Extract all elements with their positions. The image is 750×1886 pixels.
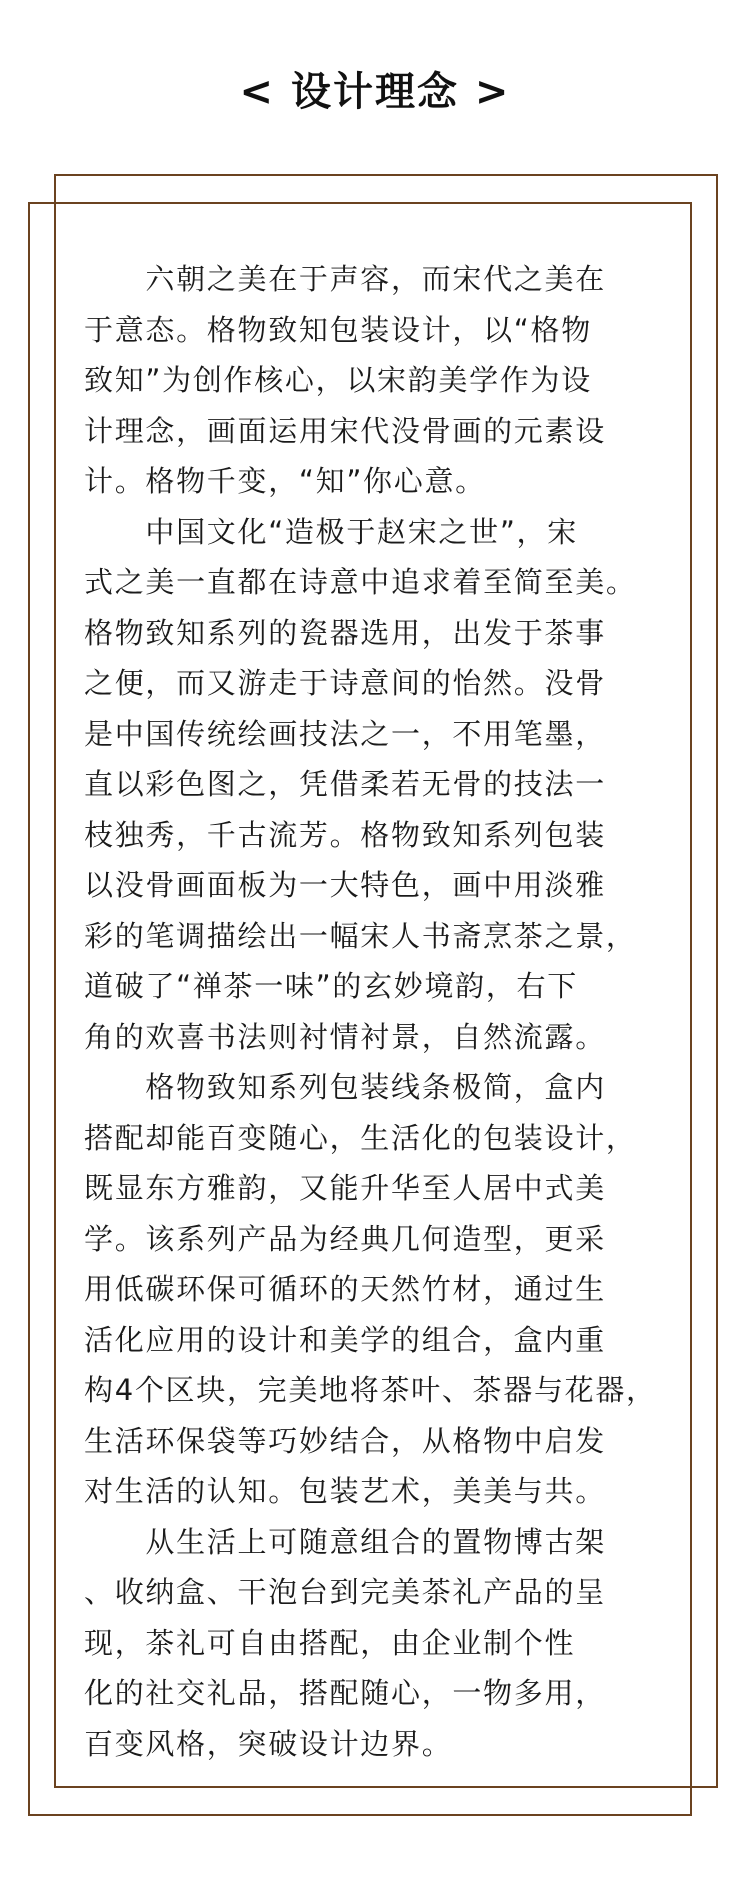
text-line: 六朝之美在于声容，而宋代之美在 bbox=[84, 262, 606, 296]
text-line: 中国文化“造极于赵宋之世”，宋 bbox=[84, 514, 578, 549]
text-line: 计理念，画面运用宋代没骨画的元素设 bbox=[84, 413, 606, 448]
text-line: 枝独秀，千古流芳。格物致知系列包装 bbox=[84, 817, 606, 852]
text-line: 用低碳环保可循环的天然竹材，通过生 bbox=[84, 1272, 606, 1306]
text-line: 彩的笔调描绘出一幅宋人书斋烹茶之景， bbox=[84, 918, 637, 953]
text-line: 构4个区块，完美地将茶叶、茶器与花器， bbox=[84, 1373, 657, 1407]
text-line: 、收纳盒、干泡台到完美茶礼产品的呈 bbox=[84, 1575, 606, 1609]
text-line: 格物致知系列的瓷器选用，出发于茶事 bbox=[84, 615, 606, 650]
text-line: 学。该系列产品为经典几何造型，更采 bbox=[84, 1221, 606, 1256]
text-line: 之便，而又游走于诗意间的怡然。没骨 bbox=[84, 666, 606, 700]
text-line: 以没骨画面板为一大特色，画中用淡雅 bbox=[84, 868, 606, 902]
text-line: 是中国传统绘画技法之一，不用笔墨， bbox=[84, 716, 606, 751]
text-line: 道破了“禅茶一味”的玄妙境韵，右下 bbox=[84, 969, 578, 1003]
text-line: 格物致知系列包装线条极简，盒内 bbox=[84, 1070, 606, 1104]
text-line: 对生活的认知。包装艺术，美美与共。 bbox=[84, 1474, 606, 1508]
text-line: 既显东方雅韵，又能升华至人居中式美 bbox=[84, 1171, 606, 1205]
text-line: 致知”为创作核心，以宋韵美学作为设 bbox=[84, 363, 592, 397]
text-line: 现，茶礼可自由搭配，由企业制个性 bbox=[84, 1625, 576, 1660]
text-line: 计。格物千变，“知”你心意。 bbox=[84, 464, 486, 498]
text-line: 从生活上可随意组合的置物博古架 bbox=[84, 1524, 606, 1559]
text-line: 百变风格，突破设计边界。 bbox=[84, 1726, 453, 1761]
page-title: < 设计理念 > bbox=[239, 69, 511, 115]
text-line: 式之美一直都在诗意中追求着至简至美。 bbox=[84, 565, 637, 599]
text-line: 活化应用的设计和美学的组合，盒内重 bbox=[84, 1322, 606, 1357]
text-line: 化的社交礼品，搭配随心，一物多用， bbox=[84, 1676, 606, 1710]
text-line: 于意态。格物致知包装设计，以“格物 bbox=[84, 312, 592, 347]
design-concept-text bbox=[84, 254, 686, 1769]
text-line: 搭配却能百变随心，生活化的包装设计， bbox=[84, 1120, 637, 1155]
text-line: 直以彩色图之，凭借柔若无骨的技法一 bbox=[84, 767, 606, 801]
text-line: 生活环保袋等巧妙结合，从格物中启发 bbox=[84, 1423, 606, 1458]
text-line: 角的欢喜书法则衬情衬景，自然流露。 bbox=[84, 1019, 606, 1054]
